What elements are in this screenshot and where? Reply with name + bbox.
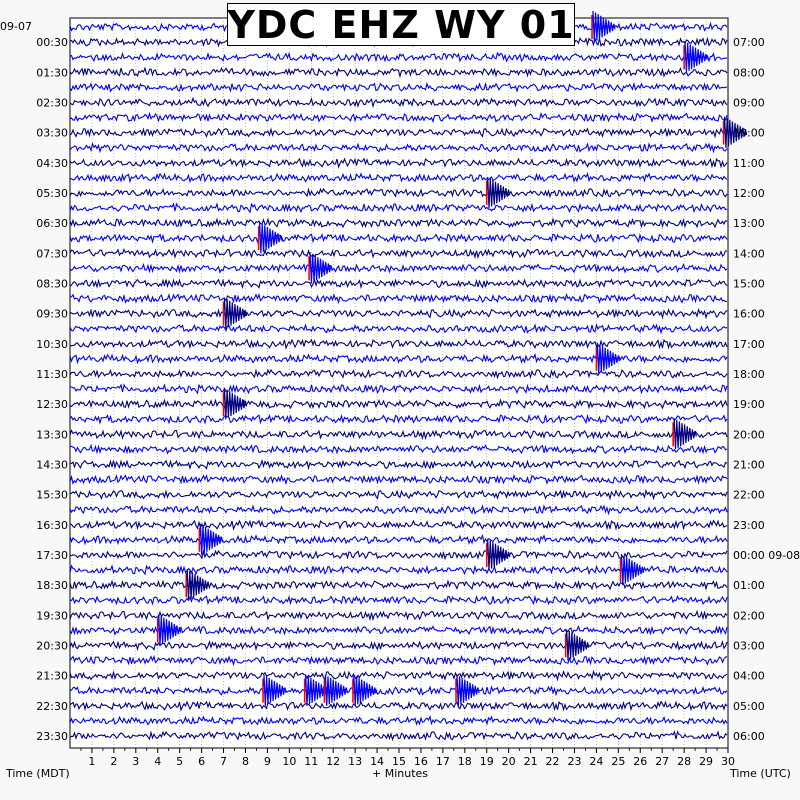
x-tick-label: 25 [611,755,626,768]
left-time-label: 13:30 [36,428,68,442]
right-time-label: 13:00 [733,217,765,231]
right-axis-title: Time (UTC) [730,767,791,780]
left-time-label: 15:30 [36,488,68,502]
x-tick-label: 6 [198,755,206,768]
right-time-label: 20:00 [733,428,765,442]
right-time-label: 21:00 [733,458,765,472]
left-time-label: 20:30 [36,639,68,653]
right-time-label: 07:00 [733,36,765,50]
x-tick-label: 28 [677,755,692,768]
x-tick-label: 26 [633,755,648,768]
x-tick-label: 4 [154,755,162,768]
left-axis-title: Time (MDT) [6,767,70,780]
left-time-label: 19:30 [36,609,68,623]
x-tick-label: 22 [545,755,560,768]
right-time-label: 12:00 [733,186,765,200]
left-time-label: 21:30 [36,669,68,683]
title-box [227,3,575,46]
right-time-label: 11:00 [733,156,765,170]
right-time-label: 22:00 [733,488,765,502]
left-time-label: 22:30 [36,699,68,713]
plot-frame [70,18,728,748]
left-time-label: 23:30 [36,729,68,743]
left-time-label: 11:30 [36,367,68,381]
left-time-label: 08:30 [36,277,68,291]
left-time-label: 00:30 [36,36,68,50]
left-time-label: 02:30 [36,96,68,110]
x-tick-label: 13 [348,755,363,768]
x-tick-label: 14 [370,755,385,768]
x-tick-label: 5 [176,755,184,768]
x-tick-label: 2 [110,755,118,768]
right-time-label: 09:00 [733,96,765,110]
x-tick-label: 12 [326,755,341,768]
right-time-label: 02:00 [733,609,765,623]
right-time-label: 06:00 [733,729,765,743]
right-time-label: 16:00 [733,307,765,321]
chart-title: YDC EHZ WY 01 [227,2,575,47]
x-tick-label: 29 [699,755,714,768]
right-time-label: 14:00 [733,247,765,261]
left-time-label: 03:30 [36,126,68,140]
right-time-label: 08:00 [733,66,765,80]
x-tick-label: 3 [132,755,140,768]
left-time-label: 14:30 [36,458,68,472]
x-tick-label: 17 [435,755,450,768]
x-tick-label: 11 [304,755,319,768]
left-time-label: 04:30 [36,156,68,170]
right-time-label: 18:00 [733,367,765,381]
x-tick-label: 9 [263,755,271,768]
left-date-label: 09-07 [0,20,32,33]
x-tick-label: 8 [241,755,249,768]
x-tick-label: 18 [457,755,472,768]
x-tick-label: 27 [655,755,670,768]
x-axis-title: + Minutes [372,767,429,780]
x-tick-label: 7 [220,755,228,768]
right-time-label: 03:00 [733,639,765,653]
x-tick-label: 1 [88,755,96,768]
x-tick-label: 10 [282,755,297,768]
x-tick-label: 15 [392,755,406,768]
right-time-label: 10:00 [733,126,765,140]
left-time-label: 18:30 [36,579,68,593]
right-time-label: 01:00 [733,579,765,593]
x-tick-label: 24 [589,755,604,768]
x-tick-label: 23 [567,755,582,768]
x-tick-label: 20 [501,755,516,768]
right-time-label: 15:00 [733,277,765,291]
left-time-label: 17:30 [36,548,68,562]
right-time-label: 00:00 09-08 [733,548,800,562]
x-tick-label: 21 [523,755,538,768]
left-time-label: 12:30 [36,398,68,412]
left-time-label: 06:30 [36,217,68,231]
right-time-label: 05:00 [733,699,765,713]
right-time-label: 19:00 [733,398,765,412]
x-tick-label: 30 [721,755,735,768]
left-time-label: 16:30 [36,518,68,532]
right-time-label: 23:00 [733,518,765,532]
x-tick-label: 19 [479,755,494,768]
left-time-label: 10:30 [36,337,68,351]
left-time-label: 07:30 [36,247,68,261]
right-time-label: 17:00 [733,337,765,351]
left-time-label: 01:30 [36,66,68,80]
right-time-label: 04:00 [733,669,765,683]
x-tick-label: 16 [413,755,428,768]
left-time-label: 05:30 [36,186,68,200]
left-time-label: 09:30 [36,307,68,321]
